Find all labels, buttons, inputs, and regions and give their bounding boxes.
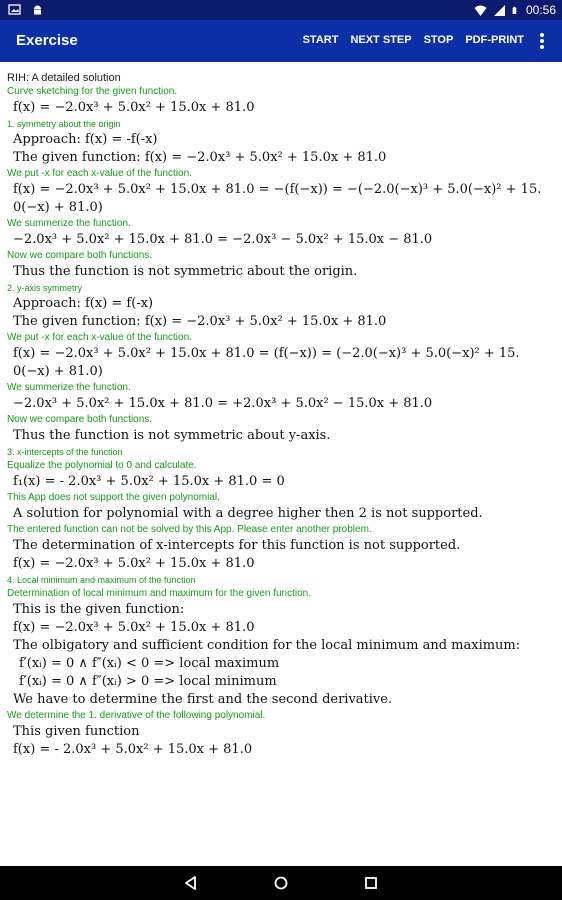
math-line: f(x) = −2.0x³ + 5.0x² + 15.0x + 81.0 bbox=[13, 556, 255, 571]
math-line: A solution for polynomial with a degree higher then 2 is not supported. bbox=[13, 506, 483, 521]
android-notification-icon bbox=[31, 3, 44, 16]
math-line: We have to determine the first and the second derivative. bbox=[13, 692, 393, 707]
overflow-menu-icon[interactable] bbox=[538, 32, 546, 50]
math-line: f(x) = −2.0x³ + 5.0x² + 15.0x + 81.0 bbox=[13, 620, 255, 635]
next-step-button[interactable]: NEXT STEP bbox=[350, 34, 412, 46]
step-note: Now we compare both functions. bbox=[7, 414, 153, 425]
math-line: f(x) = −2.0x³ + 5.0x² + 15.0x + 81.0 bbox=[13, 100, 255, 115]
math-line: The given function: f(x) = −2.0x³ + 5.0x² + 15.0x + 81.0 bbox=[13, 314, 387, 329]
clock-time: 00:56 bbox=[525, 3, 556, 17]
section-heading: 3. x-intercepts of the function bbox=[7, 447, 123, 457]
back-icon[interactable] bbox=[182, 874, 200, 892]
image-notification-icon bbox=[8, 3, 21, 16]
home-icon[interactable] bbox=[272, 874, 290, 892]
math-line: −2.0x³ + 5.0x² + 15.0x + 81.0 = −2.0x³ − 5.0x² + 15.0x − 81.0 bbox=[13, 232, 433, 247]
step-note: We summerize the function. bbox=[7, 218, 131, 229]
section-heading: 4. Local minimum and maximum of the function bbox=[7, 575, 196, 585]
app-bar-actions bbox=[303, 34, 524, 46]
header-text: RIH: A detailed solution bbox=[7, 72, 121, 84]
start-button[interactable]: START bbox=[302, 34, 339, 46]
step-note: Curve sketching for the given function. bbox=[7, 86, 178, 97]
math-line: 0(−x) + 81.0) bbox=[13, 200, 103, 215]
step-note: We put -x for each x-value of the function. bbox=[7, 332, 192, 343]
step-note: We put -x for each x-value of the function. bbox=[7, 168, 192, 179]
math-line: This given function bbox=[13, 724, 140, 739]
solution-content[interactable] bbox=[0, 62, 562, 866]
section-heading: 1. symmetry about the origin bbox=[7, 119, 121, 129]
math-line: Thus the function is not symmetric about the origin. bbox=[13, 264, 358, 279]
math-line: The determination of x-intercepts for this function is not supported. bbox=[13, 538, 461, 553]
math-line: Approach: f(x) = -f(-x) bbox=[13, 132, 158, 147]
math-line: 0(−x) + 81.0) bbox=[13, 364, 103, 379]
math-line: f₁(x) = - 2.0x³ + 5.0x² + 15.0x + 81.0 = 0 bbox=[13, 474, 285, 489]
navigation-bar bbox=[0, 866, 562, 900]
step-note: Determination of local minimum and maximum for the given function. bbox=[7, 588, 312, 599]
wifi-icon bbox=[474, 4, 487, 17]
status-bar bbox=[0, 0, 562, 20]
step-note: This App does not support the given polynomial. bbox=[7, 492, 220, 503]
math-line: Approach: f(x) = f(-x) bbox=[13, 296, 154, 311]
math-line: f(x) = −2.0x³ + 5.0x² + 15.0x + 81.0 = −(f(−x)) = −(−2.0(−x)³ + 5.0(−x)² + 15. bbox=[13, 182, 542, 197]
step-note: The entered function can not be solved by this App. Please enter another problem. bbox=[7, 524, 372, 535]
math-line: f(x) = - 2.0x³ + 5.0x² + 15.0x + 81.0 bbox=[13, 742, 253, 757]
recents-icon[interactable] bbox=[362, 874, 380, 892]
math-line: f(x) = −2.0x³ + 5.0x² + 15.0x + 81.0 = (f(−x)) = (−2.0(−x)³ + 5.0(−x)² + 15. bbox=[13, 346, 520, 361]
math-line: Thus the function is not symmetric about y-axis. bbox=[13, 428, 331, 443]
signal-icon bbox=[493, 4, 506, 17]
condition-line: f′(xᵢ) = 0 ∧ f″(xᵢ) < 0 => local maximum bbox=[19, 656, 280, 671]
pdf-print-button[interactable]: PDF-PRINT bbox=[465, 34, 524, 46]
step-note: We determine the 1. derivative of the following polynomial. bbox=[7, 710, 266, 721]
step-note: Now we compare both functions. bbox=[7, 250, 153, 261]
math-line: The given function: f(x) = −2.0x³ + 5.0x² + 15.0x + 81.0 bbox=[13, 150, 387, 165]
math-line: The olbigatory and sufficient condition for the local minimum and maximum: bbox=[13, 638, 521, 653]
battery-icon bbox=[512, 4, 520, 17]
stop-button[interactable]: STOP bbox=[423, 34, 454, 46]
step-note: We summerize the function. bbox=[7, 382, 131, 393]
section-heading: 2. y-axis symmetry bbox=[7, 283, 83, 293]
app-title: Exercise bbox=[16, 32, 78, 49]
condition-line: f′(xᵢ) = 0 ∧ f″(xᵢ) > 0 => local minimum bbox=[19, 674, 277, 689]
step-note: Equalize the polynomial to 0 and calculate. bbox=[7, 460, 197, 471]
math-line: This is the given function: bbox=[13, 602, 185, 617]
math-line: −2.0x³ + 5.0x² + 15.0x + 81.0 = +2.0x³ + 5.0x² − 15.0x + 81.0 bbox=[13, 396, 433, 411]
app-bar bbox=[0, 20, 562, 62]
